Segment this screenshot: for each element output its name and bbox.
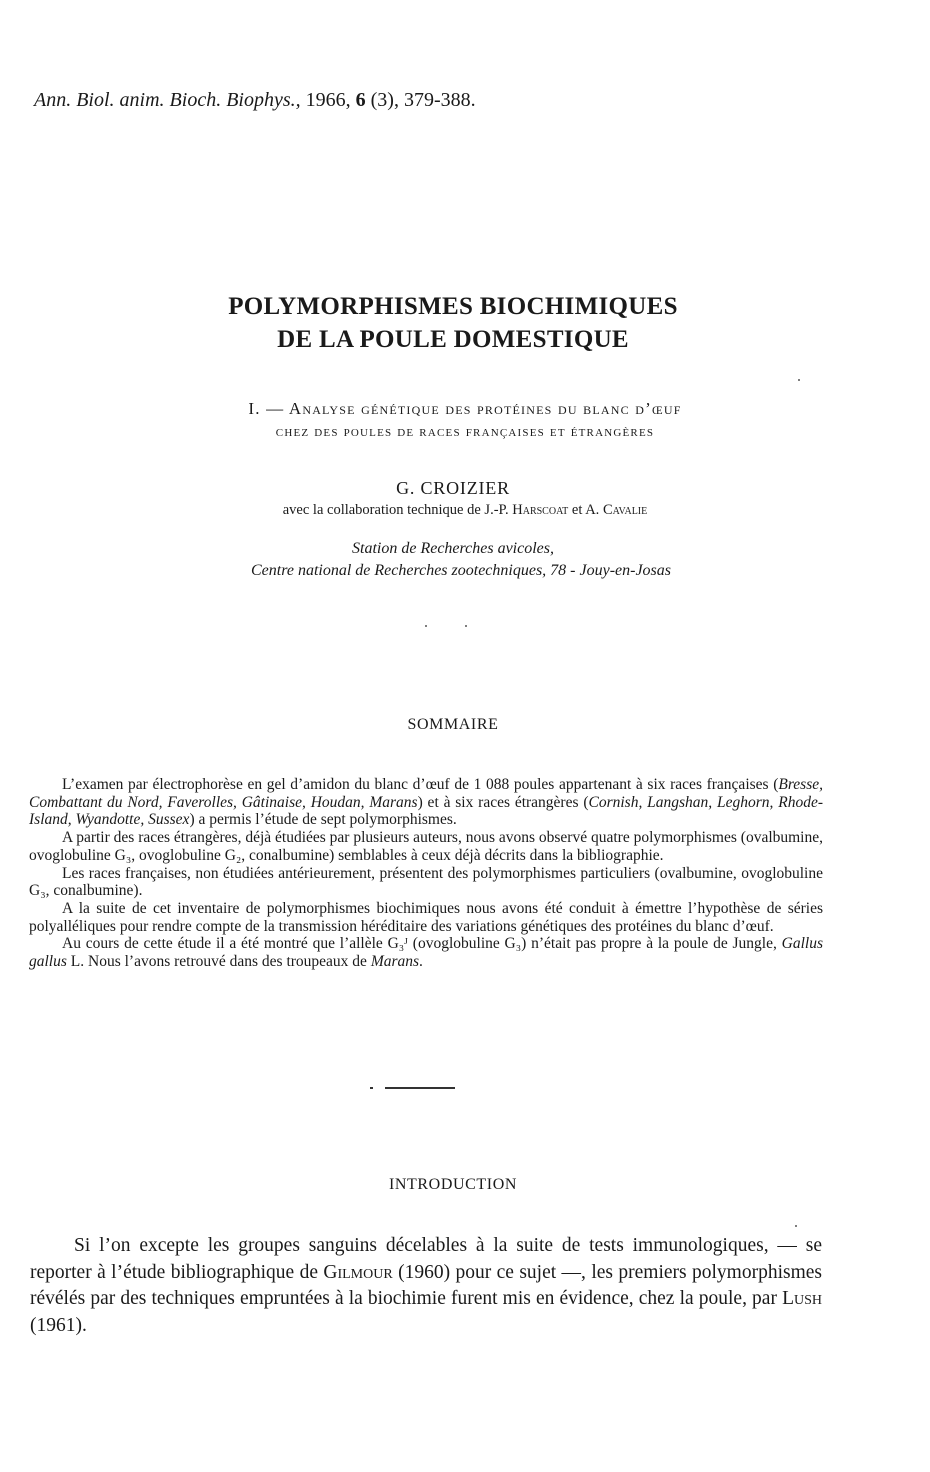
separator-dot [465,625,467,627]
introduction-paragraph [30,1233,822,1339]
summary-p5-text-a: Au cours de cette étude il a été montré que l’allèle G₃ᴶ (ovoglobuline G₃) n’était pas propre à la poule de Jungle, [62,935,782,953]
summary-text [29,776,823,971]
sommaire-heading: SOMMAIRE [407,716,499,733]
collaborator-2: Cavalie [602,502,648,518]
foreign-breeds: Cornish, Langshan, Leghorn, Rhode-Island, Wyandotte, Sussex [29,793,823,829]
cited-author-1: Gilmour [323,1261,393,1283]
french-breeds: Bresse, Combattant du Nord, Faverolles, Gâtinaise, Houdan, Marans [29,776,823,811]
cited-author-2: Lush [782,1288,822,1310]
article-subtitle-line-2: chez des poules de races françaises et étrangères [275,424,655,440]
breed-name: Marans [370,953,420,971]
introduction-text [30,1233,822,1339]
summary-paragraph-5 [29,935,823,970]
introduction-heading: INTRODUCTION [388,1176,518,1193]
author-name: G. CROIZIER [396,478,510,498]
separator-dot [425,625,427,627]
divider-dot [370,1087,373,1089]
speck-mark [798,379,800,381]
species-name: Gallus gallus [29,935,823,971]
intro-text-a: Si l’on excepte les groupes sanguins décelables à la suite de tests immunologiques, — se reporter à l’étude bibliographique de [30,1235,822,1283]
intro-text-c: (1961). [30,1314,87,1336]
affiliation-line-2: Centre national de Recherches zootechniques, 78 - Jouy-en-Josas [250,562,672,579]
journal-citation [34,89,476,112]
citation-volume: 6 [355,89,366,111]
article-title-line-1: POLYMORPHISMES BIOCHIMIQUES [228,293,678,320]
collaboration-middle: et A. [568,502,603,518]
subtitle-text-1: I. — Analyse génétique des protéines du blanc d’œuf [248,399,682,418]
collaboration-line [0,502,930,519]
citation-year: 1966, [305,89,351,111]
article-title-line-2: DE LA POULE DOMESTIQUE [277,326,629,353]
summary-paragraph-4: A la suite de cet inventaire de polymorphismes biochimiques nous avons été conduit à émettre l’hypothèse de séries polyalléliques pour rendre compte de la transmission héréditaire des variations génétiques des protéines du blanc d’œuf. [29,899,823,935]
article-subtitle-line-1 [0,399,930,419]
summary-paragraph-3: Les races françaises, non étudiées antérieurement, présentent des polymorphismes particuliers (ovalbumine, ovoglobuline G₃, conalbumine). [29,864,823,900]
summary-p1-text-a: L’examen par électrophorèse en gel d’amidon du blanc d’œuf de 1 088 poules appartenant à six races françaises ( [62,776,779,793]
collaborator-1: Harscoat [512,502,569,518]
citation-issue-pages: (3), 379-388. [370,89,476,111]
affiliation-line-1: Station de Recherches avicoles, [352,540,554,557]
summary-p5-text-b: L. Nous l’avons retrouvé dans des troupeaux de [66,953,371,971]
summary-p5-text-c: . [419,953,423,971]
intro-text-b: (1960) pour ce sujet —, les premiers polymorphismes révélés par des techniques empruntées à la biochimie furent mis en évidence, chez la poule, par [30,1261,822,1310]
section-divider [385,1087,455,1089]
speck-mark [795,1225,797,1227]
summary-paragraph-1 [29,776,823,829]
summary-p1-text-c: ) a permis l’étude de sept polymorphismes. [189,811,457,829]
collaboration-prefix: avec la collaboration technique de J.-P. [282,502,513,518]
summary-p1-text-b: ) et à six races étrangères ( [417,793,589,811]
summary-paragraph-2: A partir des races étrangères, déjà étudiées par plusieurs auteurs, nous avons observé quatre polymorphismes (ovalbumine, ovoglobuline G₃, ovoglobuline G₂, conalbumine) semblables à ceux déjà décrits dans la bibliographie. [29,829,823,864]
journal-name: Ann. Biol. anim. Bioch. Biophys., [34,89,301,111]
